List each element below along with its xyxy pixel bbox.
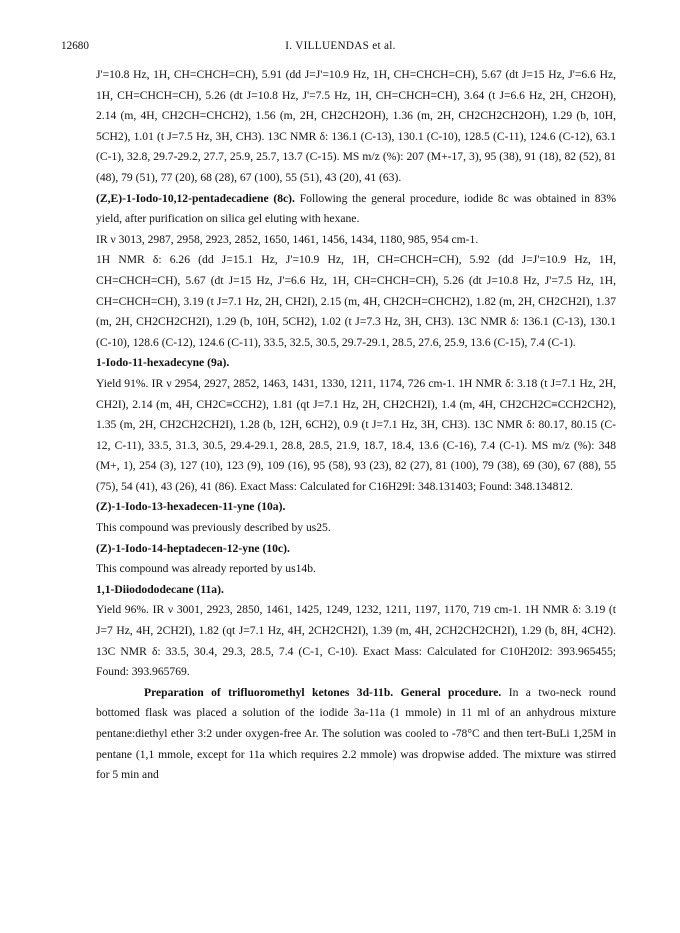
compound-10c-title: (Z)-1-Iodo-14-heptadecen-12-yne (10c).	[96, 541, 290, 555]
article-body	[96, 65, 616, 786]
compound-10a-title: (Z)-1-Iodo-13-hexadecen-11-yne (10a).	[96, 500, 286, 514]
compound-8c-ir: IR ν 3013, 2987, 2958, 2923, 2852, 1650, 1461, 1456, 1434, 1180, 985, 954 cm-1.	[96, 232, 479, 246]
procedure-paragraph	[96, 683, 616, 786]
compound-9a-title: 1-Iodo-11-hexadecyne (9a).	[96, 356, 230, 370]
compound-10c-text: This compound was already reported by us14b.	[96, 562, 316, 576]
compound-11a-data: Yield 96%. IR ν 3001, 2923, 2850, 1461, 1425, 1249, 1232, 1211, 1197, 1170, 719 cm-1. 1H NMR δ: 3.19 (t J=7 Hz, 4H, 2CH2I), 1.82 (qt J=7.1 Hz, 4H, 2CH2CH2I), 1.39 (m, 4H, 2CH2CH2CH2I), 1.29 (b, 8H, 4CH2). 13C NMR δ: 33.5, 30.4, 29.3, 28.5, 7.4 (C-1, C-10). Exact Mass: Calculated for C10H20I2: 393.965455; Found: 393.965769.	[96, 603, 616, 679]
compound-11a-title: 1,1-Diiodododecane (11a).	[96, 582, 224, 596]
compound-8c-intro: Following the general procedure, iodide 8c was obtained in 83% yield, after purification on silica gel eluting with hexane.	[96, 191, 616, 226]
running-title: I. VILLUENDAS et al.	[285, 40, 396, 52]
paragraph-8b-data: J'=10.8 Hz, 1H, CH=CHCH=CH), 5.91 (dd J=J'=10.9 Hz, 1H, CH=CHCH=CH), 5.67 (dt J=15 Hz, J'=6.6 Hz, 1H, CH=CHCH=CH), 5.26 (dt J=10.8 Hz, J'=7.5 Hz, 1H, CH=CHCH=CH), 3.64 (t J=6.6 Hz, 2H, CH2OH), 2.14 (m, 4H, CH2CH=CHCH2), 1.56 (m, 2H, CH2CH2OH), 1.36 (m, 2H, CH2CH2CH2OH), 1.29 (b, 10H, 5CH2), 1.01 (t J=7.5 Hz, 3H, CH3). 13C NMR δ: 136.1 (C-13), 130.1 (C-10), 128.5 (C-11), 124.6 (C-12), 63.1 (C-1), 32.8, 29.7-29.2, 27.7, 25.9, 25.7, 13.7 (C-15). MS m/z (%): 207 (M+-17, 3), 95 (38), 91 (18), 82 (52), 81 (48), 79 (51), 77 (20), 68 (28), 67 (100), 55 (51), 43 (20), 41 (63).	[96, 68, 616, 184]
compound-9a-data: Yield 91%. IR ν 2954, 2927, 2852, 1463, 1431, 1330, 1211, 1174, 726 cm-1. 1H NMR δ: 3.18 (t J=7.1 Hz, 2H, CH2I), 2.14 (m, 4H, CH2C≡CCH2), 1.81 (qt J=7.1 Hz, 2H, CH2CH2I), 1.4 (m, 4H, CH2CH2C≡CCH2CH2), 1.35 (m, 2H, CH2CH2CH2I), 1.28 (b, 12H, 6CH2), 0.9 (t J=7.1 Hz, 3H, CH3). 13C NMR δ: 80.17, 80.15 (C-12, C-11), 33.5, 31.3, 30.5, 29.4-29.1, 28.8, 28.5, 21.9, 18.7, 18.4, 13.6 (C-16), 7.4 (C-1). MS m/z (%): 348 (M+, 1), 254 (3), 127 (10), 123 (9), 109 (16), 95 (58), 93 (23), 82 (27), 81 (100), 79 (38), 69 (30), 67 (88), 55 (75), 54 (41), 43 (26), 41 (86). Exact Mass: Calculated for C16H29I: 348.131403; Found: 348.134812.	[96, 376, 616, 493]
compound-8c-nmr: 1H NMR δ: 6.26 (dd J=15.1 Hz, J'=10.9 Hz, 1H, CH=CHCH=CH), 5.92 (dd J=J'=10.9 Hz, 1H, CH=CHCH=CH), 5.67 (dt J=15 Hz, J'=6.6 Hz, 1H, CH=CHCH=CH), 5.26 (dt J=10.8 Hz, J'=7.5 Hz, 1H, CH=CHCH=CH), 3.19 (t J=7.1 Hz, 2H, CH2I), 2.15 (m, 4H, CH2CH=CHCH2), 1.82 (m, 2H, CH2CH2I), 1.37 (m, 2H, CH2CH2CH2I), 1.29 (b, 10H, 5CH2), 1.02 (t J=7.3 Hz, 3H, CH3). 13C NMR δ: 136.1 (C-13), 130.1 (C-10), 128.6 (C-12), 124.6 (C-11), 33.5, 32.5, 30.5, 29.7-29.1, 28.5, 27.6, 25.9, 13.6 (C-15), 7.4 (C-1).	[96, 253, 616, 349]
compound-8c-title: (Z,E)-1-Iodo-10,12-pentadecadiene (8c).	[96, 191, 295, 205]
page-number: 12680	[61, 40, 89, 52]
procedure-text: In a two-neck round bottomed flask was placed a solution of the iodide 3a-11a (1 mmole) in 11 ml of an anhydrous mixture pentane:diethyl ether 3:2 under oxygen-free Ar. The solution was cooled to -78°C and then tert-BuLi 1,25M in pentane (1,1 mmole, except for 11a which requires 2.2 mmole) was dropwise added. The mixture was stirred for 5 min and	[96, 685, 616, 782]
compound-8c-paragraph	[96, 189, 616, 230]
compound-10a-text: This compound was previously described by us25.	[96, 521, 331, 535]
procedure-title: Preparation of trifluoromethyl ketones 3d-11b. General procedure.	[144, 685, 502, 699]
page-header	[61, 36, 620, 52]
